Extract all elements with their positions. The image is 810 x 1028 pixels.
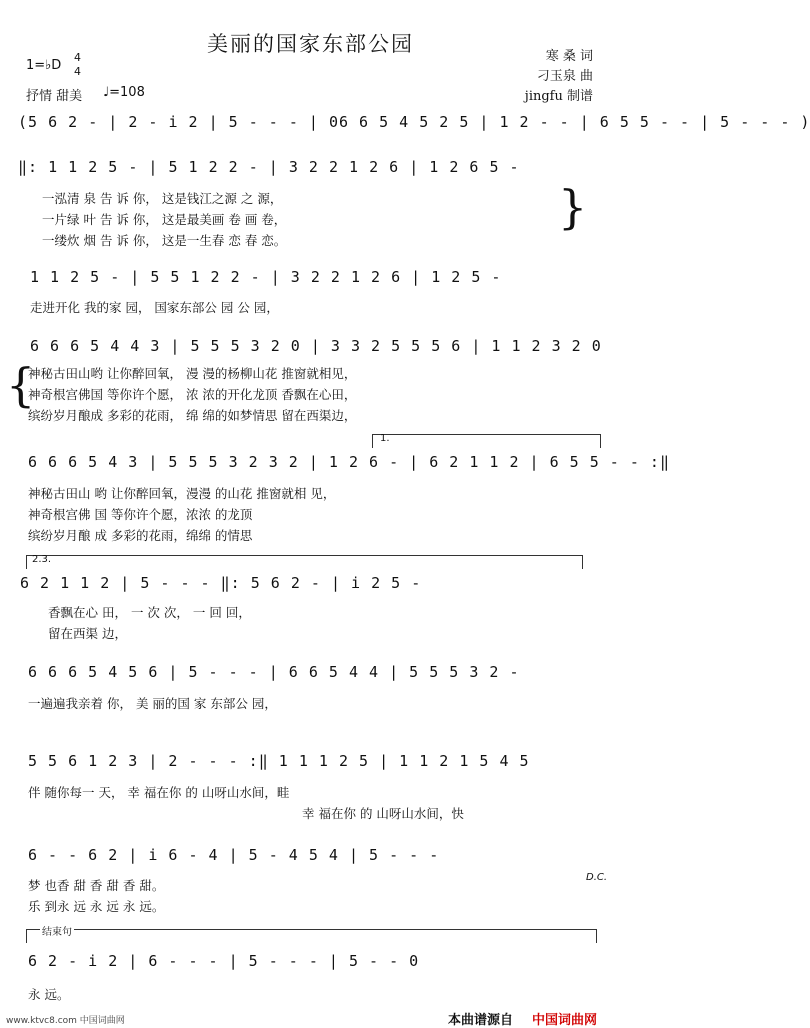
chorus-lyrics-row-4-line-2: 乐 到永 远 永 远 永 远。 [28,899,165,914]
chorus-notes-row-4: 6 - - 6 2 | i 6 - 4 | 5 - 4 5 4 | 5 - - - [28,846,440,864]
chorus-lyrics-row-2: 一遍遍我亲着 你， 美 丽的国 家 东部公 园， [28,696,277,711]
verse-lyrics-line-1: 一泓清 泉 告 诉 你， 这是钱江之源 之 源， [42,191,283,206]
ending-bracket [26,929,596,930]
chorus-lyrics-row-3-line-2: 幸 福在你 的 山呀山水间，快 [302,806,464,821]
verse-lyrics-row-3-line-3: 缤纷岁月酿成 多彩的花雨， 绵 绵的如梦情思 留在西渠边， [28,408,357,423]
verse-notes-row-4: 6 6 6 5 4 3 | 5 5 5 3 2 3 2 | 1 2 6 - | 6 2 1 1 2 | 6 5 5 - - :‖ [28,453,670,471]
lyricist-credit: 寒 桑 词 [545,49,593,64]
volta-23-bracket [26,555,582,556]
verse-lyrics-line-3: 一缕炊 烟 告 诉 你， 这是一生春 恋 春 恋。 [42,233,287,248]
chorus-notes-row-3: 5 5 6 1 2 3 | 2 - - - :‖ 1 1 1 2 5 | 1 1 2 1 5 4 5 [28,752,530,770]
volta-23-label: 2.3. [32,554,52,565]
time-signature-bottom: 4 [74,65,81,78]
page-title: 美丽的国家东部公园 [207,32,414,56]
volta-1-hook [372,434,373,448]
chorus-lyrics-row-1-line-1: 香飘在心 田， 一 次 次， 一 回 回， [48,605,251,620]
intro-notes: (5 6 2 - | 2 - i 2 | 5 - - - | 06 6 5 4 5 2 5 | 1 2 - - | 6 5 5 - - | 5 - - - ) [18,113,810,131]
verse-notes-row-1: ‖: 1 1 2 5 - | 5 1 2 2 - | 3 2 2 1 2 6 | 1 2 6 5 - [18,158,520,176]
ending-notes: 6 2 - i 2 | 6 - - - | 5 - - - | 5 - - 0 [28,952,420,970]
tempo-marking: ♩=108 [103,85,145,100]
verse-lyrics-line-2: 一片绿 叶 告 诉 你， 这是最美画 卷 画 卷， [42,212,287,227]
volta-1-label: 1. [380,433,390,444]
ending-hook [26,929,27,943]
chorus-notes-row-1: 6 2 1 1 2 | 5 - - - ‖: 5 6 2 - | i 2 5 - [20,574,422,592]
composer-credit: 刁玉泉 曲 [536,69,593,84]
footer-site-name: 中国词曲网 [532,1013,598,1028]
chorus-lyrics-row-4-line-1: 梦 也香 甜 香 甜 香 甜。 [28,878,165,893]
brace-right: } [558,180,588,234]
ending-lyrics: 永 远。 [28,987,70,1002]
dc-marking: D.C. [586,872,608,883]
time-signature-top: 4 [74,51,81,64]
volta-23-end [582,555,583,569]
verse-lyrics-row-3-line-2: 神奇根宫佛国 等你许个愿， 浓 浓的开化龙顶 香飘在心田， [28,387,357,402]
verse-lyrics-row-3-line-1: 神秘古田山哟 让你醉回氧， 漫 漫的杨柳山花 推窗就相见， [28,366,357,381]
footer-source-left: www.ktvc8.com 中国词曲网 [6,1016,125,1026]
ending-label: 结束句 [40,923,74,938]
ending-end [596,929,597,943]
volta-23-hook [26,555,27,569]
verse-lyrics-row-2: 走进开化 我的家 园， 国家东部公 园 公 园， [30,300,279,315]
verse-lyrics-row-4-line-2: 神奇根宫佛 国 等你许个愿，浓浓 的龙顶 [28,507,253,522]
verse-lyrics-row-4-line-3: 缤纷岁月酿 成 多彩的花雨，绵绵 的情思 [28,528,253,543]
volta-1-end [600,434,601,448]
footer-source-label: 本曲谱源自 [448,1013,514,1028]
key-signature: 1=♭D [26,58,62,73]
verse-lyrics-row-4-line-1: 神秘古田山 哟 让你醉回氧，漫漫 的山花 推窗就相 见， [28,486,336,501]
chorus-lyrics-row-3-line-1: 伴 随你每一 天， 幸 福在你 的 山呀山水间，畦 [28,785,290,800]
volta-1-bracket [372,434,600,435]
verse-notes-row-3: 6 6 6 5 4 4 3 | 5 5 5 3 2 0 | 3 3 2 5 5 5 6 | 1 1 2 3 2 0 [30,337,602,355]
engraver-credit: jingfu 制谱 [524,89,593,104]
brace-left: { [6,358,36,412]
verse-notes-row-2: 1 1 2 5 - | 5 5 1 2 2 - | 3 2 2 1 2 6 | 1 2 5 - [30,268,502,286]
style-marking: 抒情 甜美 [26,89,83,104]
chorus-notes-row-2: 6 6 6 5 4 5 6 | 5 - - - | 6 6 5 4 4 | 5 5 5 3 2 - [28,663,520,681]
chorus-lyrics-row-1-line-2: 留在西渠 边， [48,626,127,641]
